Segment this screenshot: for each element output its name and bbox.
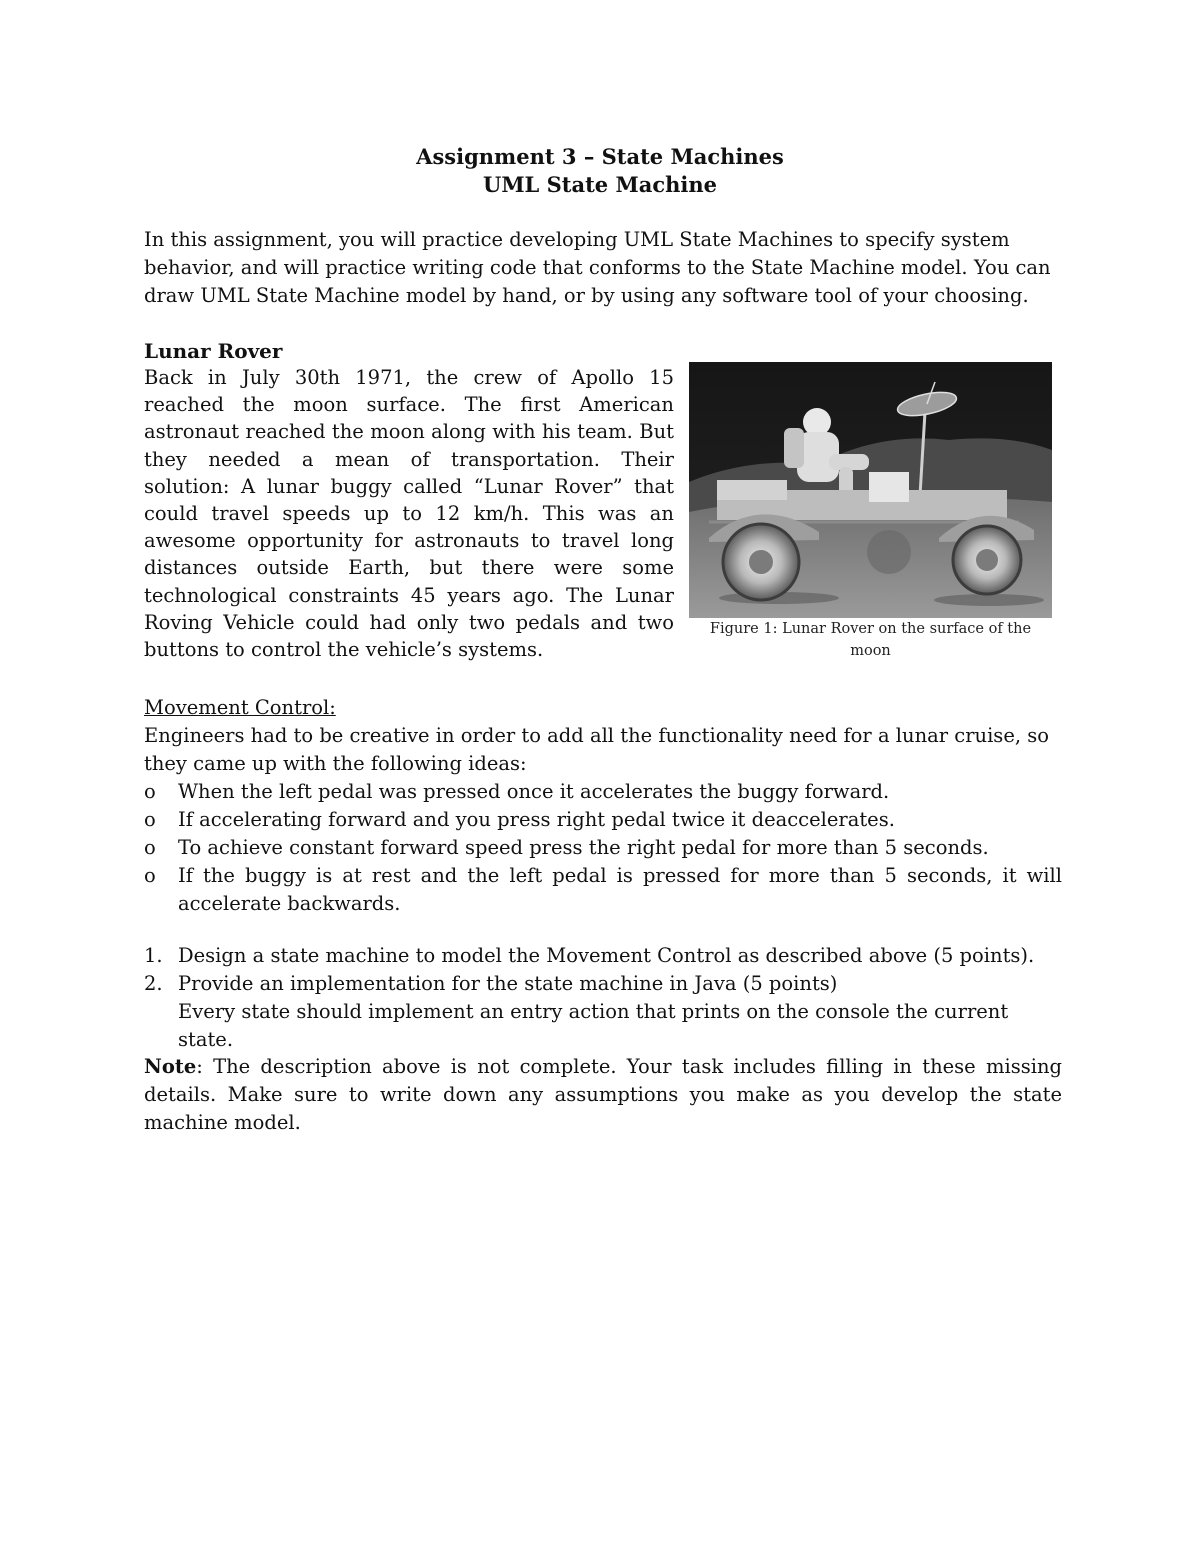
task-subtext: Every state should implement an entry action that prints on the console the current state. [178, 1000, 1009, 1051]
lunar-rover-photo [689, 362, 1052, 618]
movement-control-intro: Engineers had to be creative in order to add all the functionality need for a lunar cruise, so they came up with the following ideas: [144, 724, 1049, 775]
bullet-marker: o [144, 808, 156, 831]
title-line-2: UML State Machine [483, 172, 717, 197]
lunar-rover-paragraph: Back in July 30th 1971, the crew of Apollo 15 reached the moon surface. The first American astronaut reached the moon along with his team. But they needed a mean of transportation. Their solution: A lunar buggy called “Lunar Rover” that could travel speeds up to 12 km/h. This was an awesome opportunity for astronauts to travel long distances outside Earth, but there were some technological constraints 45 years ago. The Lunar Roving Vehicle could had only two pedals and two buttons to control the vehicle’s systems. [144, 366, 674, 662]
bullet-text: If accelerating forward and you press right pedal twice it deaccelerates. [178, 808, 895, 831]
bullet-marker: o [144, 780, 156, 803]
task-number: 1. [144, 944, 163, 967]
list-item [144, 806, 1062, 834]
bullet-text: To achieve constant forward speed press the right pedal for more than 5 seconds. [178, 836, 989, 859]
bullet-marker: o [144, 864, 156, 887]
list-item [144, 862, 1062, 918]
movement-bullet-list [144, 778, 1062, 918]
task-item [144, 942, 1062, 970]
lunar-rover-heading: Lunar Rover [144, 339, 283, 363]
note-label: Note [144, 1055, 197, 1078]
note-text: : The description above is not complete. Your task includes filling in these missing details. Make sure to write down any assumptions you make as you develop the state machine model. [144, 1055, 1062, 1134]
bullet-marker: o [144, 836, 156, 859]
bullet-text: If the buggy is at rest and the left pedal is pressed for more than 5 seconds, it will accelerate backwards. [178, 864, 1062, 915]
figure-caption: Figure 1: Lunar Rover on the surface of the moon [709, 621, 1032, 659]
task-list [144, 942, 1062, 1054]
document-title [0, 143, 1200, 199]
task-item [144, 970, 1062, 1054]
list-item [144, 834, 1062, 862]
title-line-1: Assignment 3 – State Machines [416, 144, 784, 169]
note-paragraph [144, 1053, 1062, 1137]
movement-control-heading: Movement Control: [144, 696, 336, 719]
task-text: Provide an implementation for the state machine in Java (5 points) [178, 972, 838, 995]
figure-1 [689, 362, 1052, 662]
list-item [144, 778, 1062, 806]
task-text: Design a state machine to model the Movement Control as described above (5 points). [178, 944, 1035, 967]
intro-paragraph: In this assignment, you will practice developing UML State Machines to specify system behavior, and will practice writing code that conforms to the State Machine model. You can draw UML State Machine model by hand, or by using any software tool of your choosing. [144, 228, 1051, 307]
task-number: 2. [144, 972, 163, 995]
bullet-text: When the left pedal was pressed once it accelerates the buggy forward. [178, 780, 890, 803]
